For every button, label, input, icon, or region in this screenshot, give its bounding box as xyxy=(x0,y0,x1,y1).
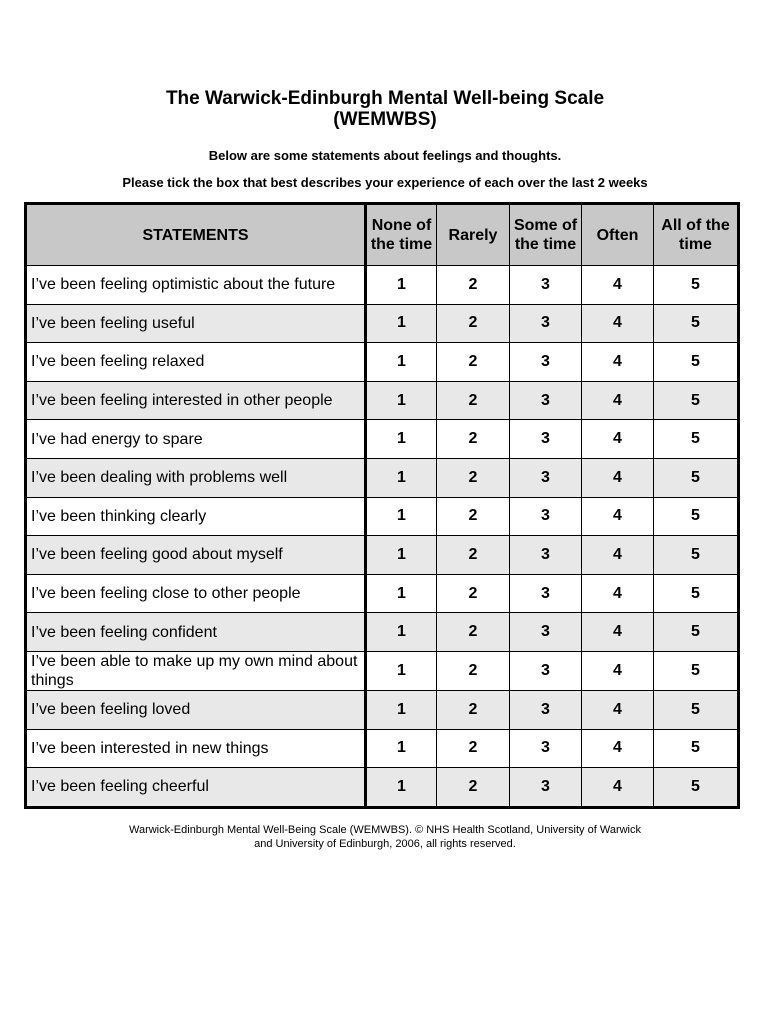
score-box-3[interactable]: 3 xyxy=(510,304,582,343)
score-box-1[interactable]: 1 xyxy=(366,266,437,305)
score-box-4[interactable]: 4 xyxy=(582,420,654,459)
score-box-4[interactable]: 4 xyxy=(582,729,654,768)
score-box-1[interactable]: 1 xyxy=(366,497,437,536)
score-box-5[interactable]: 5 xyxy=(654,497,739,536)
score-box-1[interactable]: 1 xyxy=(366,768,437,808)
table-row xyxy=(26,266,739,305)
statement-text: I’ve been feeling useful xyxy=(26,304,366,343)
footer-line-1: Warwick-Edinburgh Mental Well-Being Scale (WEMWBS). © NHS Health Scotland, University of Warwick xyxy=(128,824,641,836)
statement-text: I’ve been interested in new things xyxy=(26,729,366,768)
table-row xyxy=(26,729,739,768)
score-box-5[interactable]: 5 xyxy=(654,613,739,652)
statement-text: I’ve been thinking clearly xyxy=(26,497,366,536)
statement-text: I’ve been feeling confident xyxy=(26,613,366,652)
score-box-2[interactable]: 2 xyxy=(437,458,510,497)
score-box-5[interactable]: 5 xyxy=(654,574,739,613)
intro-text-2: Please tick the box that best describes your experience of each over the last 2 weeks xyxy=(122,175,648,190)
score-box-1[interactable]: 1 xyxy=(366,304,437,343)
score-box-3[interactable]: 3 xyxy=(510,420,582,459)
table-row xyxy=(26,536,739,575)
header-rarely: Rarely xyxy=(437,204,510,266)
score-box-5[interactable]: 5 xyxy=(654,420,739,459)
wemwbs-table xyxy=(24,202,740,809)
statement-text: I’ve been feeling cheerful xyxy=(26,768,366,808)
statement-text: I’ve been feeling loved xyxy=(26,690,366,729)
table-row xyxy=(26,304,739,343)
table-row xyxy=(26,768,739,808)
score-box-1[interactable]: 1 xyxy=(366,536,437,575)
header-row xyxy=(26,204,739,266)
score-box-2[interactable]: 2 xyxy=(437,613,510,652)
score-box-1[interactable]: 1 xyxy=(366,729,437,768)
score-box-1[interactable]: 1 xyxy=(366,343,437,382)
score-box-5[interactable]: 5 xyxy=(654,690,739,729)
score-box-3[interactable]: 3 xyxy=(510,497,582,536)
score-box-4[interactable]: 4 xyxy=(582,458,654,497)
score-box-2[interactable]: 2 xyxy=(437,651,510,690)
score-box-1[interactable]: 1 xyxy=(366,420,437,459)
table-row xyxy=(26,458,739,497)
score-box-4[interactable]: 4 xyxy=(582,651,654,690)
score-box-3[interactable]: 3 xyxy=(510,613,582,652)
statement-text: I’ve been feeling relaxed xyxy=(26,343,366,382)
table-row xyxy=(26,497,739,536)
statement-text: I’ve been able to make up my own mind about things xyxy=(26,651,366,690)
score-box-5[interactable]: 5 xyxy=(654,768,739,808)
score-box-4[interactable]: 4 xyxy=(582,497,654,536)
table-row xyxy=(26,651,739,690)
title-line-1: The Warwick-Edinburgh Mental Well-being Scale xyxy=(165,88,605,109)
score-box-2[interactable]: 2 xyxy=(437,536,510,575)
score-box-2[interactable]: 2 xyxy=(437,729,510,768)
score-box-2[interactable]: 2 xyxy=(437,768,510,808)
score-box-2[interactable]: 2 xyxy=(437,343,510,382)
table-row xyxy=(26,343,739,382)
statement-text: I’ve been dealing with problems well xyxy=(26,458,366,497)
score-box-5[interactable]: 5 xyxy=(654,651,739,690)
score-box-3[interactable]: 3 xyxy=(510,768,582,808)
score-box-2[interactable]: 2 xyxy=(437,266,510,305)
table-row xyxy=(26,420,739,459)
intro-text-1: Below are some statements about feelings and thoughts. xyxy=(208,148,562,163)
score-box-3[interactable]: 3 xyxy=(510,381,582,420)
score-box-2[interactable]: 2 xyxy=(437,497,510,536)
score-box-5[interactable]: 5 xyxy=(654,304,739,343)
header-some: Some of the time xyxy=(510,204,582,266)
score-box-1[interactable]: 1 xyxy=(366,381,437,420)
score-box-5[interactable]: 5 xyxy=(654,266,739,305)
score-box-1[interactable]: 1 xyxy=(366,651,437,690)
header-often: Often xyxy=(582,204,654,266)
score-box-5[interactable]: 5 xyxy=(654,343,739,382)
header-all: All of the time xyxy=(654,204,739,266)
statement-text: I’ve had energy to spare xyxy=(26,420,366,459)
score-box-3[interactable]: 3 xyxy=(510,536,582,575)
score-box-4[interactable]: 4 xyxy=(582,690,654,729)
score-box-1[interactable]: 1 xyxy=(366,613,437,652)
score-box-3[interactable]: 3 xyxy=(510,343,582,382)
score-box-5[interactable]: 5 xyxy=(654,458,739,497)
footer-line-2: and University of Edinburgh, 2006, all rights reserved. xyxy=(254,838,516,850)
score-box-3[interactable]: 3 xyxy=(510,458,582,497)
table-row xyxy=(26,613,739,652)
score-box-4[interactable]: 4 xyxy=(582,304,654,343)
statement-text: I’ve been feeling close to other people xyxy=(26,574,366,613)
score-box-2[interactable]: 2 xyxy=(437,690,510,729)
score-box-1[interactable]: 1 xyxy=(366,690,437,729)
score-box-1[interactable]: 1 xyxy=(366,458,437,497)
score-box-4[interactable]: 4 xyxy=(582,343,654,382)
score-box-3[interactable]: 3 xyxy=(510,729,582,768)
score-box-3[interactable]: 3 xyxy=(510,651,582,690)
statement-text: I’ve been feeling good about myself xyxy=(26,536,366,575)
statement-text: I’ve been feeling optimistic about the future xyxy=(26,266,366,305)
title-line-2: (WEMWBS) xyxy=(333,109,437,130)
score-box-2[interactable]: 2 xyxy=(437,420,510,459)
score-box-3[interactable]: 3 xyxy=(510,574,582,613)
header-statements: STATEMENTS xyxy=(26,204,366,266)
copyright-footer xyxy=(0,823,770,851)
score-box-2[interactable]: 2 xyxy=(437,381,510,420)
score-box-2[interactable]: 2 xyxy=(437,574,510,613)
score-box-5[interactable]: 5 xyxy=(654,536,739,575)
score-box-5[interactable]: 5 xyxy=(654,381,739,420)
score-box-4[interactable]: 4 xyxy=(582,613,654,652)
score-box-4[interactable]: 4 xyxy=(582,768,654,808)
score-box-1[interactable]: 1 xyxy=(366,574,437,613)
score-box-3[interactable]: 3 xyxy=(510,266,582,305)
score-box-4[interactable]: 4 xyxy=(582,536,654,575)
score-box-4[interactable]: 4 xyxy=(582,574,654,613)
table-row xyxy=(26,574,739,613)
score-box-4[interactable]: 4 xyxy=(582,381,654,420)
score-box-4[interactable]: 4 xyxy=(582,266,654,305)
score-box-2[interactable]: 2 xyxy=(437,304,510,343)
statement-text: I’ve been feeling interested in other people xyxy=(26,381,366,420)
table-row xyxy=(26,690,739,729)
score-box-3[interactable]: 3 xyxy=(510,690,582,729)
table-row xyxy=(26,381,739,420)
score-box-5[interactable]: 5 xyxy=(654,729,739,768)
header-none: None of the time xyxy=(366,204,437,266)
